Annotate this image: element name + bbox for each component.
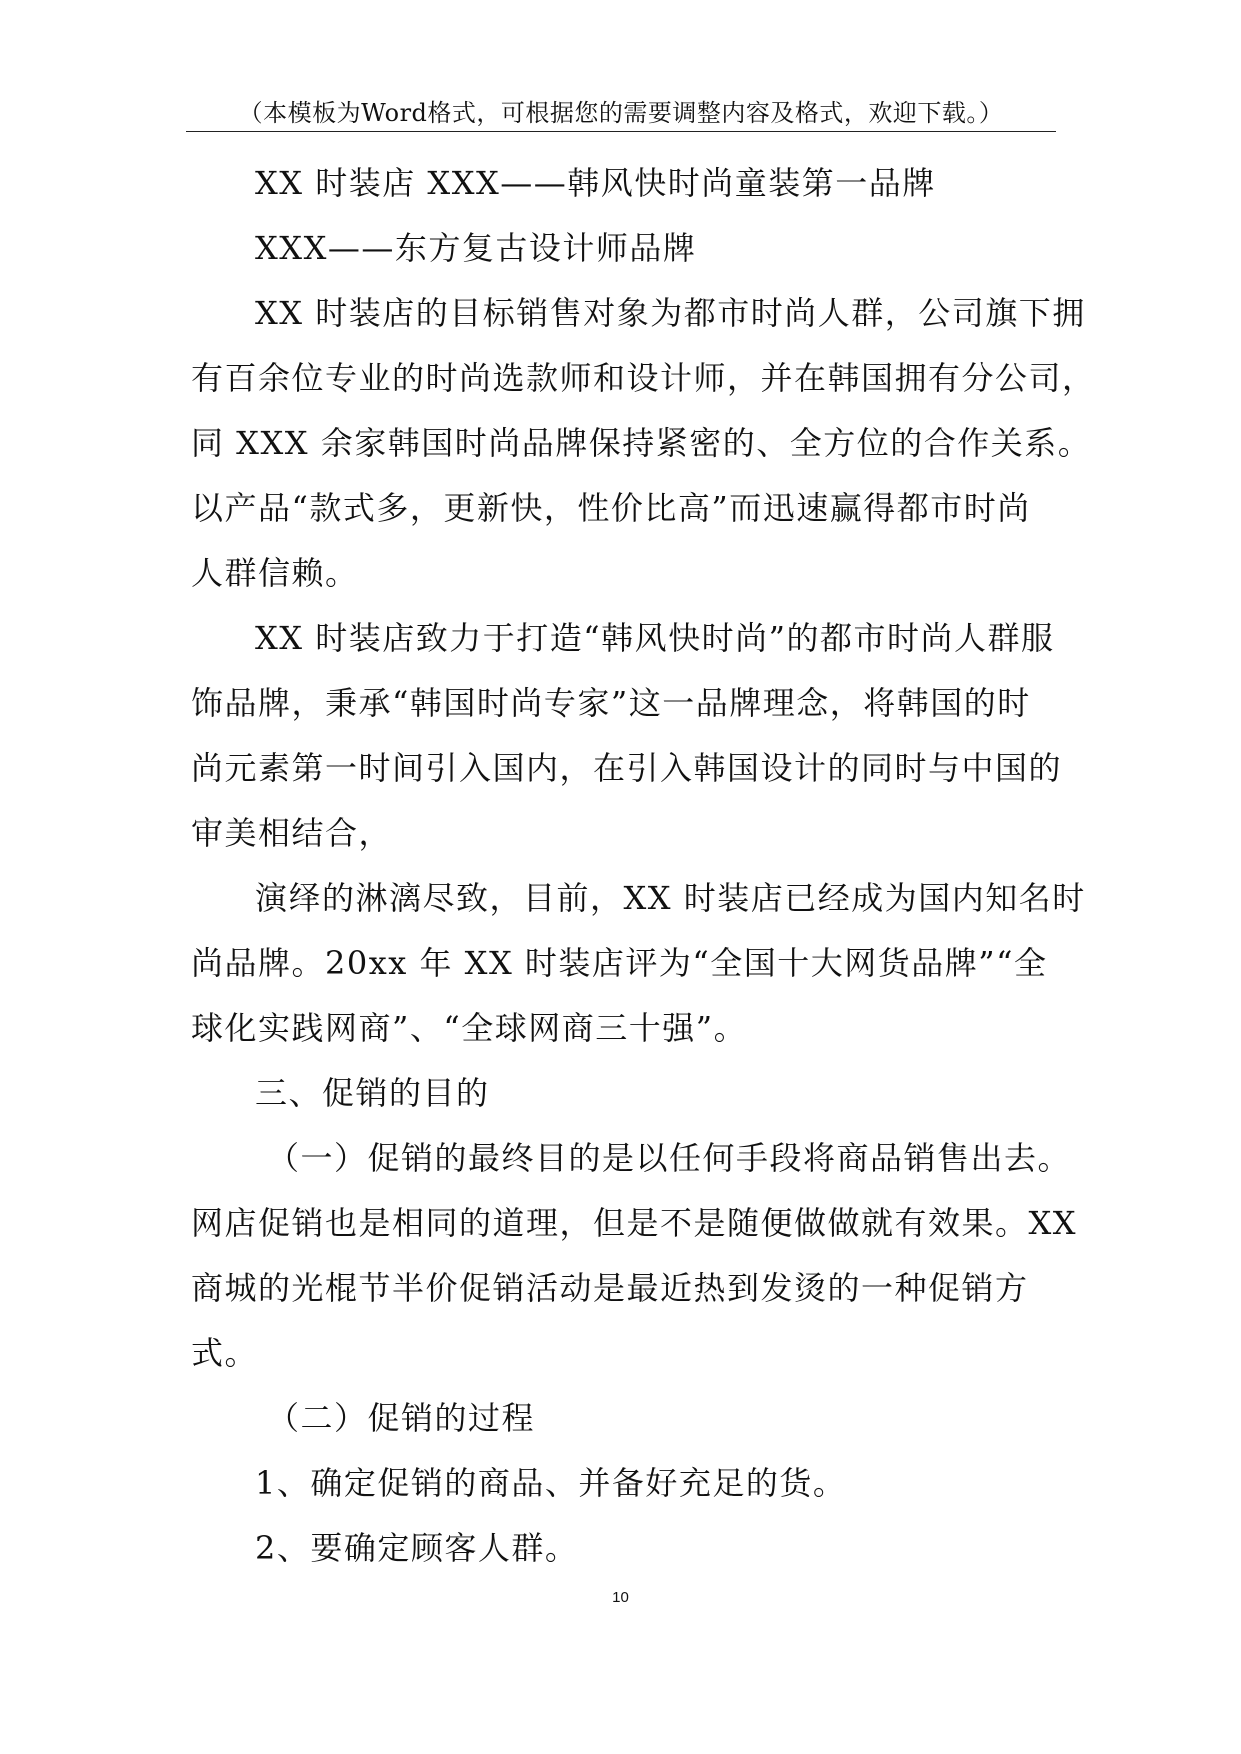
page-number: 10	[612, 1589, 629, 1606]
list-item: 1、确定促销的商品、并备好充足的货。	[255, 1464, 847, 1502]
paragraph-line: 有百余位专业的时尚选款师和设计师，并在韩国拥有分公司，	[191, 359, 1096, 397]
template-note: （本模板为Word格式，可根据您的需要调整内容及格式，欢迎下载。）	[238, 99, 1004, 127]
paragraph-line: XX 时装店致力于打造“韩风快时尚”的都市时尚人群服	[255, 619, 1055, 657]
list-item: 2、要确定顾客人群。	[255, 1529, 579, 1567]
paragraph-line: 审美相结合，	[191, 814, 393, 852]
paragraph-line: 以产品“款式多，更新快，性价比高”而迅速赢得都市时尚	[191, 489, 1031, 527]
paragraph-line: 式。	[191, 1334, 259, 1372]
paragraph-line: 尚元素第一时间引入国内，在引入韩国设计的同时与中国的	[191, 749, 1063, 787]
paragraph-line: XX 时装店的目标销售对象为都市时尚人群，公司旗下拥	[255, 294, 1086, 332]
paragraph-line: 球化实践网商”、“全球网商三十强”。	[191, 1009, 748, 1047]
document-body	[191, 151, 1096, 1581]
paragraph-line: 网店促销也是相同的道理，但是不是随便做做就有效果。XX	[191, 1204, 1078, 1242]
subsection-heading: （二）促销的过程	[267, 1399, 536, 1437]
section-heading: 三、促销的目的	[255, 1074, 490, 1112]
paragraph-line: 同 XXX 余家韩国时尚品牌保持紧密的、全方位的合作关系。	[191, 424, 1092, 462]
paragraph-line: （一）促销的最终目的是以任何手段将商品销售出去。	[267, 1139, 1072, 1177]
paragraph-line: 尚品牌。20xx 年 XX 时装店评为“全国十大网货品牌”“全	[191, 944, 1048, 982]
paragraph-line: XXX——东方复古设计师品牌	[255, 229, 697, 267]
paragraph-line: 演绎的淋漓尽致，目前，XX 时装店已经成为国内知名时	[255, 879, 1086, 917]
header-divider	[186, 131, 1056, 132]
paragraph-line: 商城的光棍节半价促销活动是最近热到发烫的一种促销方	[191, 1269, 1029, 1307]
paragraph-line: 饰品牌，秉承“韩国时尚专家”这一品牌理念，将韩国的时	[191, 684, 1031, 722]
paragraph-line: XX 时装店 XXX——韩风快时尚童装第一品牌	[255, 164, 936, 202]
paragraph-line: 人群信赖。	[191, 554, 359, 592]
